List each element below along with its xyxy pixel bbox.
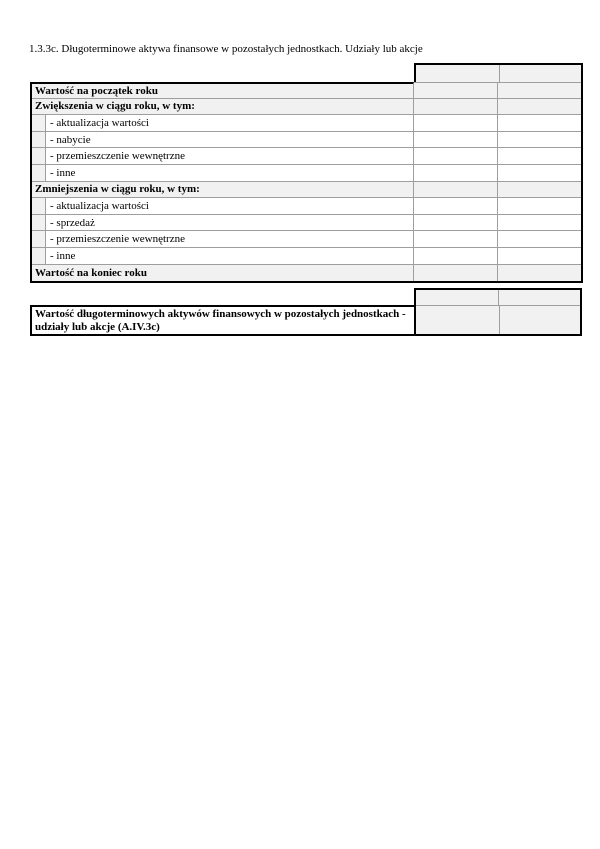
- value-cell: [500, 305, 580, 334]
- year-header: [414, 63, 583, 82]
- value-cell: [414, 132, 498, 148]
- year-header-cell-1: [416, 65, 500, 82]
- indent-cell: [32, 231, 46, 247]
- row-label: - nabycie: [46, 132, 414, 148]
- table-row: [32, 148, 581, 165]
- value-cell: [498, 82, 581, 98]
- row-label: - aktualizacja wartości: [46, 115, 414, 131]
- value-cell: [498, 148, 581, 164]
- value-cell: [498, 215, 581, 231]
- row-label: Zmniejszenia w ciągu roku, w tym:: [32, 182, 414, 198]
- row-label: - sprzedaż: [46, 215, 414, 231]
- value-cell: [414, 82, 498, 98]
- year-header-cell-2: [500, 65, 581, 82]
- table-row: [32, 99, 581, 116]
- value-cell: [416, 305, 500, 334]
- value-cell: [498, 182, 581, 198]
- table-row: [32, 165, 581, 182]
- value-cell: [498, 198, 581, 214]
- indent-cell: [32, 148, 46, 164]
- indent-cell: [32, 115, 46, 131]
- row-label: - przemieszczenie wewnętrzne: [46, 231, 414, 247]
- value-cell: [498, 115, 581, 131]
- row-label: - przemieszczenie wewnętrzne: [46, 148, 414, 164]
- value-cell: [414, 165, 498, 181]
- summary-row-label: Wartość długoterminowych aktywów finansowych w pozostałych jednostkach - udziały lub akcje (A.IV.3c): [32, 305, 416, 334]
- summary-year-header: [414, 288, 582, 305]
- value-cell: [498, 165, 581, 181]
- indent-cell: [32, 198, 46, 214]
- table-row: [32, 265, 581, 282]
- row-label: - inne: [46, 165, 414, 181]
- value-cell: [414, 248, 498, 264]
- row-label: Wartość na koniec roku: [32, 265, 414, 282]
- value-cell: [498, 99, 581, 115]
- table-row: [32, 132, 581, 149]
- table-row: [32, 82, 581, 99]
- value-cell: [414, 148, 498, 164]
- indent-cell: [32, 132, 46, 148]
- table-row: [32, 248, 581, 265]
- table-row: [32, 115, 581, 132]
- table-row: [32, 231, 581, 248]
- value-cell: [414, 215, 498, 231]
- value-cell: [414, 231, 498, 247]
- value-cell: [498, 231, 581, 247]
- form-title: 1.3.3c. Długoterminowe aktywa finansowe w pozostałych jednostkach. Udziały lub akcje: [29, 43, 423, 55]
- indent-cell: [32, 248, 46, 264]
- summary-row: [30, 305, 582, 336]
- value-cell: [414, 115, 498, 131]
- row-label: - aktualizacja wartości: [46, 198, 414, 214]
- row-label: Zwiększenia w ciągu roku, w tym:: [32, 99, 414, 115]
- table-row: [32, 182, 581, 199]
- year-header-cell-2: [499, 290, 580, 305]
- year-header-cell-1: [416, 290, 499, 305]
- movement-table-body: [30, 82, 583, 283]
- value-cell: [498, 265, 581, 282]
- value-cell: [498, 132, 581, 148]
- row-label: Wartość na początek roku: [32, 82, 414, 98]
- value-cell: [414, 182, 498, 198]
- indent-cell: [32, 165, 46, 181]
- table-row: [32, 198, 581, 215]
- value-cell: [414, 99, 498, 115]
- value-cell: [498, 248, 581, 264]
- indent-cell: [32, 215, 46, 231]
- row-label: - inne: [46, 248, 414, 264]
- table-row: [32, 215, 581, 232]
- value-cell: [414, 198, 498, 214]
- value-cell: [414, 265, 498, 282]
